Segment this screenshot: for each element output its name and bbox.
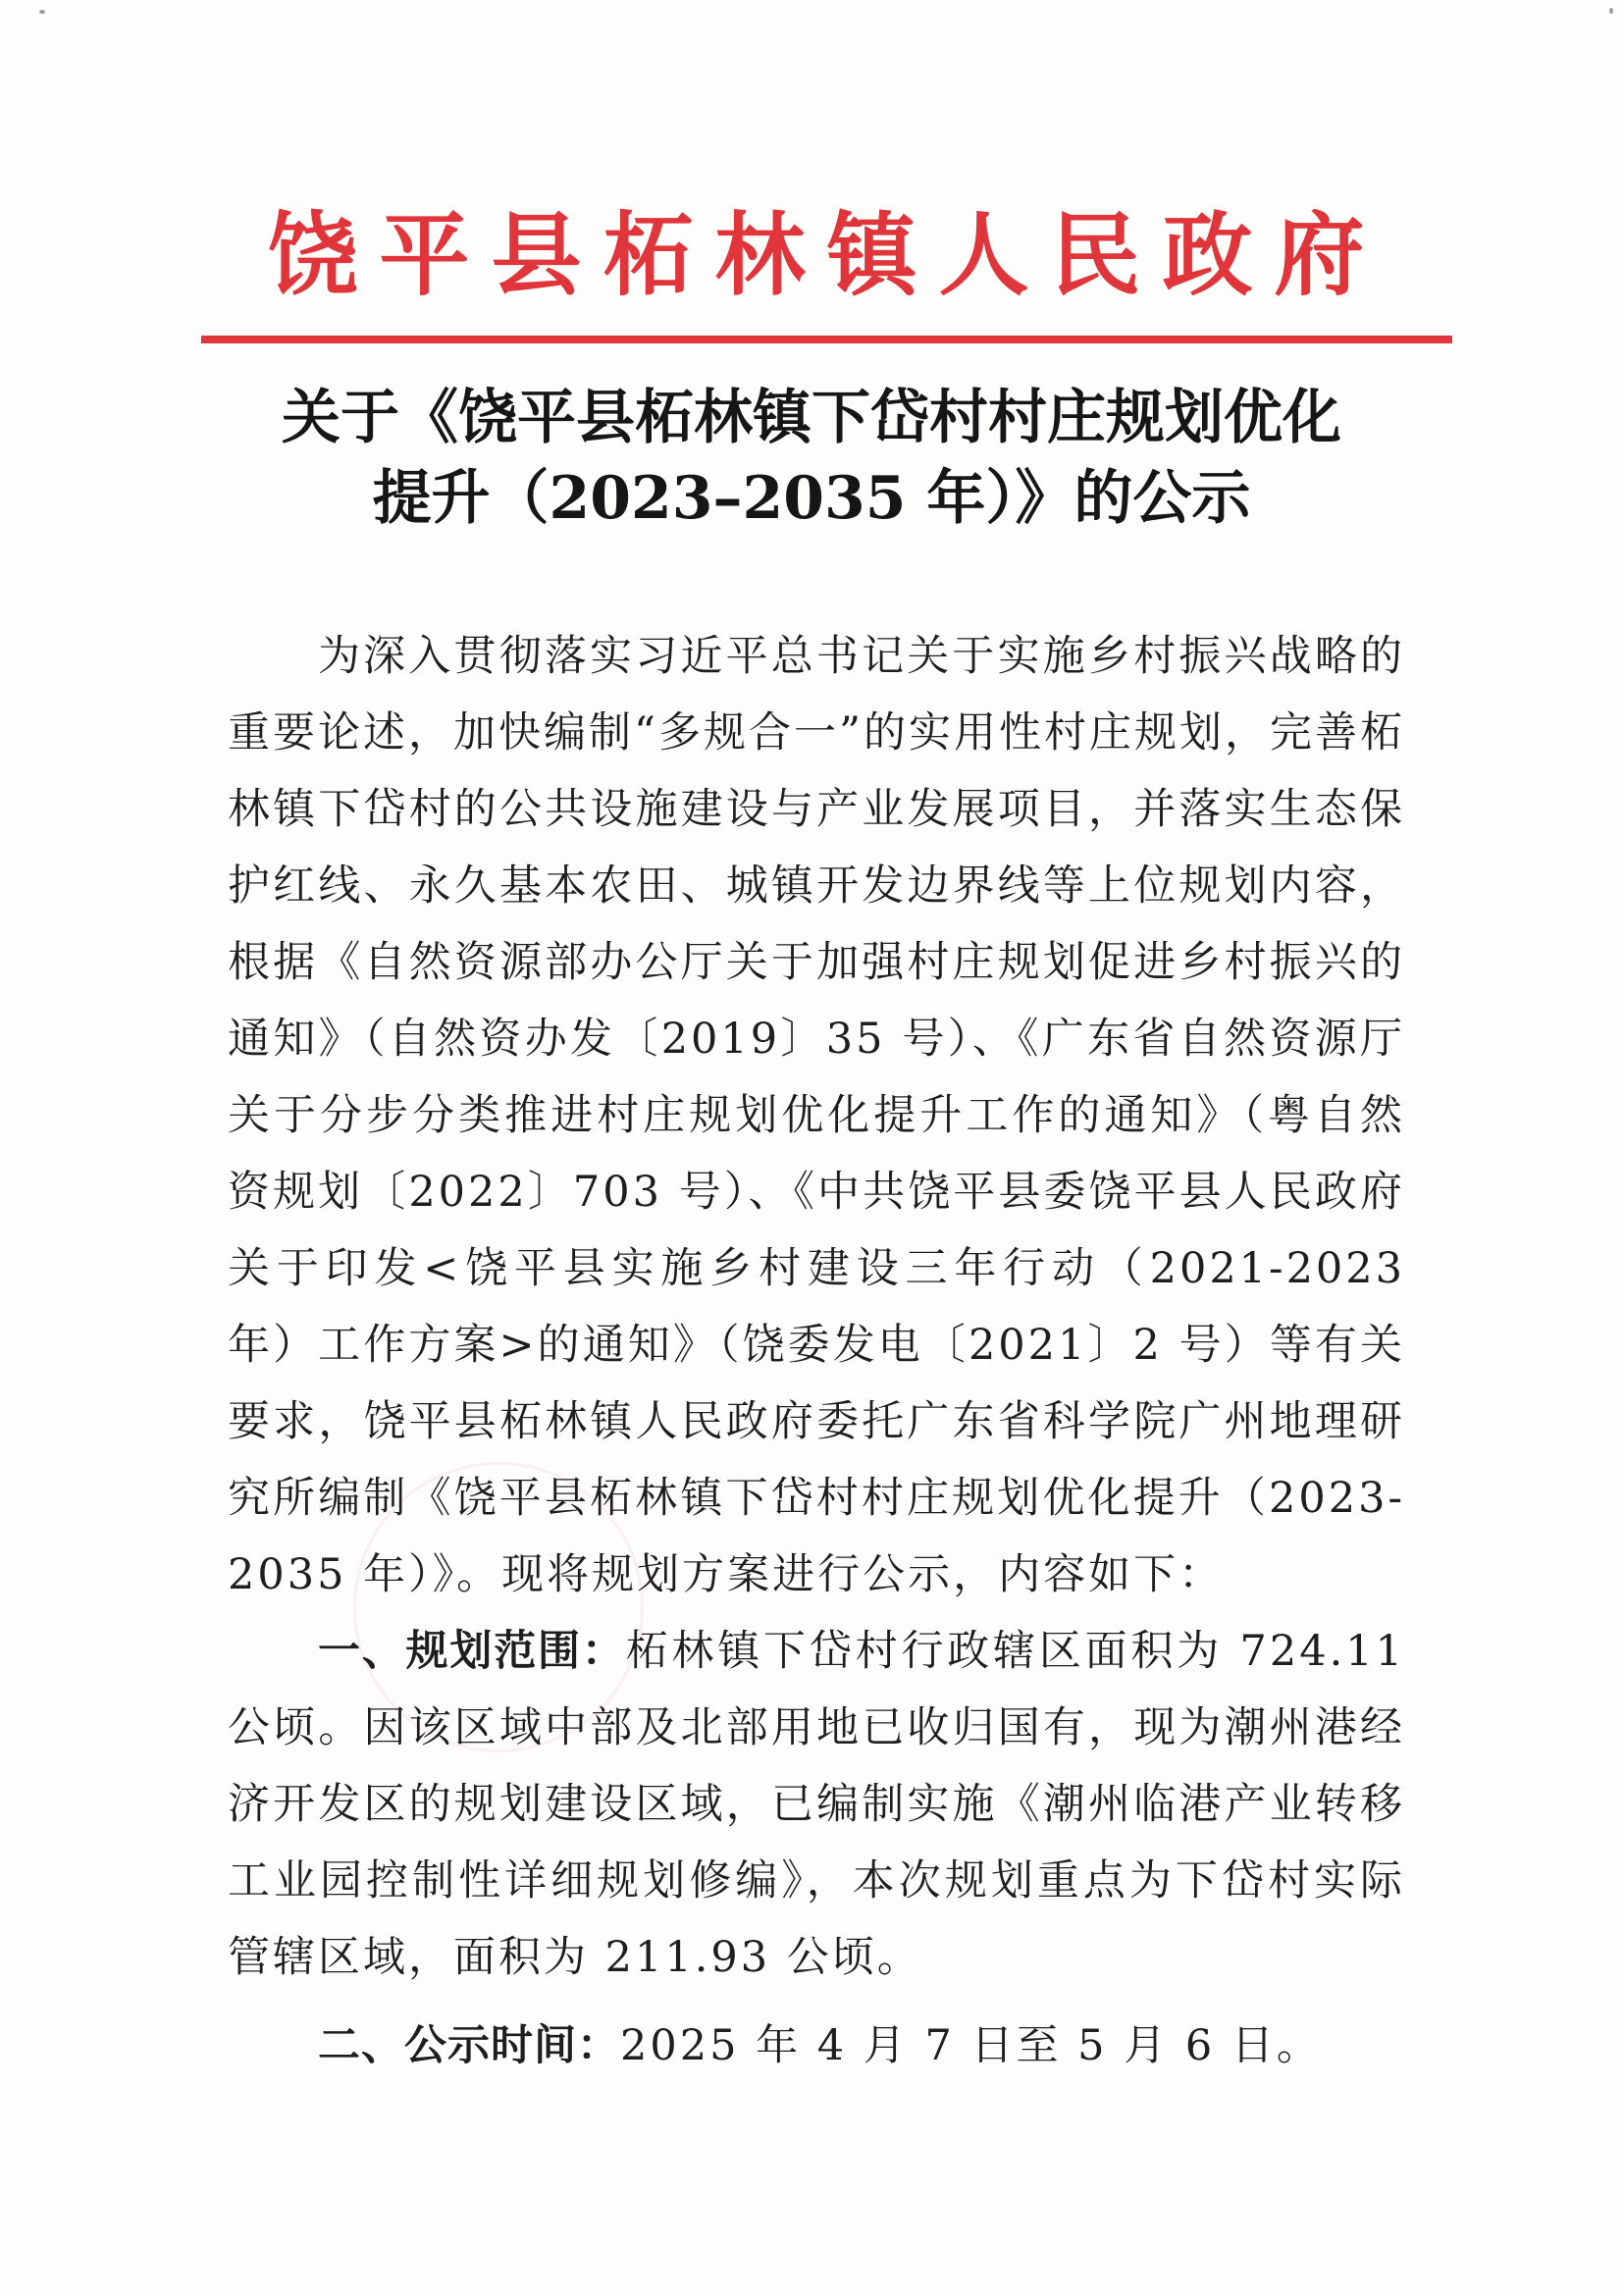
intro-paragraph: 为深入贯彻落实习近平总书记关于实施乡村振兴战略的重要论述，加快编制“多规合一”的实用性村庄规划，完善柘林镇下岱村的公共设施建设与产业发展项目，并落实生态保护红线、永久基本农田、城镇开发边界线等上位规划内容，根据《自然资源部办公厅关于加强村庄规划促进乡村振兴的通知》（自然资办发〔2019〕35 号）、《广东省自然资源厅关于分步分类推进村庄规划优化提升工作的通知》（粤自然资规划〔2022〕703 号）、《中共饶平县委饶平县人民政府关于印发<饶平县实施乡村建设三年行动（2021-2023 年）工作方案>的通知》（饶委发电〔2021〕2 号）等有关要求，饶平县柘林镇人民政府委托广东省科学院广州地理研究所编制《饶平县柘林镇下岱村村庄规划优化提升（2023-2035 年）》。现将规划方案进行公示，内容如下：	[228, 632, 1405, 1599]
section-2-paragraph	[228, 2008, 1405, 2084]
section-2-label: 二、公示时间：	[318, 2021, 620, 2070]
letterhead-org-name: 饶平县柘林镇人民政府	[267, 202, 1387, 308]
notice-title-line-1: 关于《饶平县柘林镇下岱村村庄规划优化	[282, 384, 1341, 452]
notice-title-line-2: 提升（2023–2035 年）》的公示	[372, 464, 1251, 533]
section-1-text: 柘林镇下岱村行政辖区面积为 724.11 公顷。因该区域中部及北部用地已收归国有，现为潮州港经济开发区的规划建设区域，已编制实施《潮州临港产业转移工业园控制性详细规划修编》，本次规划重点为下岱村实际管辖区域，面积为 211.93 公顷。	[228, 1627, 1405, 1982]
notice-body	[228, 618, 1405, 2084]
section-1-paragraph	[228, 1613, 1405, 1996]
letterhead-red-rule	[201, 336, 1452, 343]
notice-title	[157, 378, 1466, 539]
scan-speck	[1609, 8, 1613, 14]
section-2-text: 2025 年 4 月 7 日至 5 月 6 日。	[620, 2021, 1322, 2070]
scan-speck	[39, 10, 45, 14]
section-1-label: 一、规划范围：	[318, 1627, 626, 1676]
